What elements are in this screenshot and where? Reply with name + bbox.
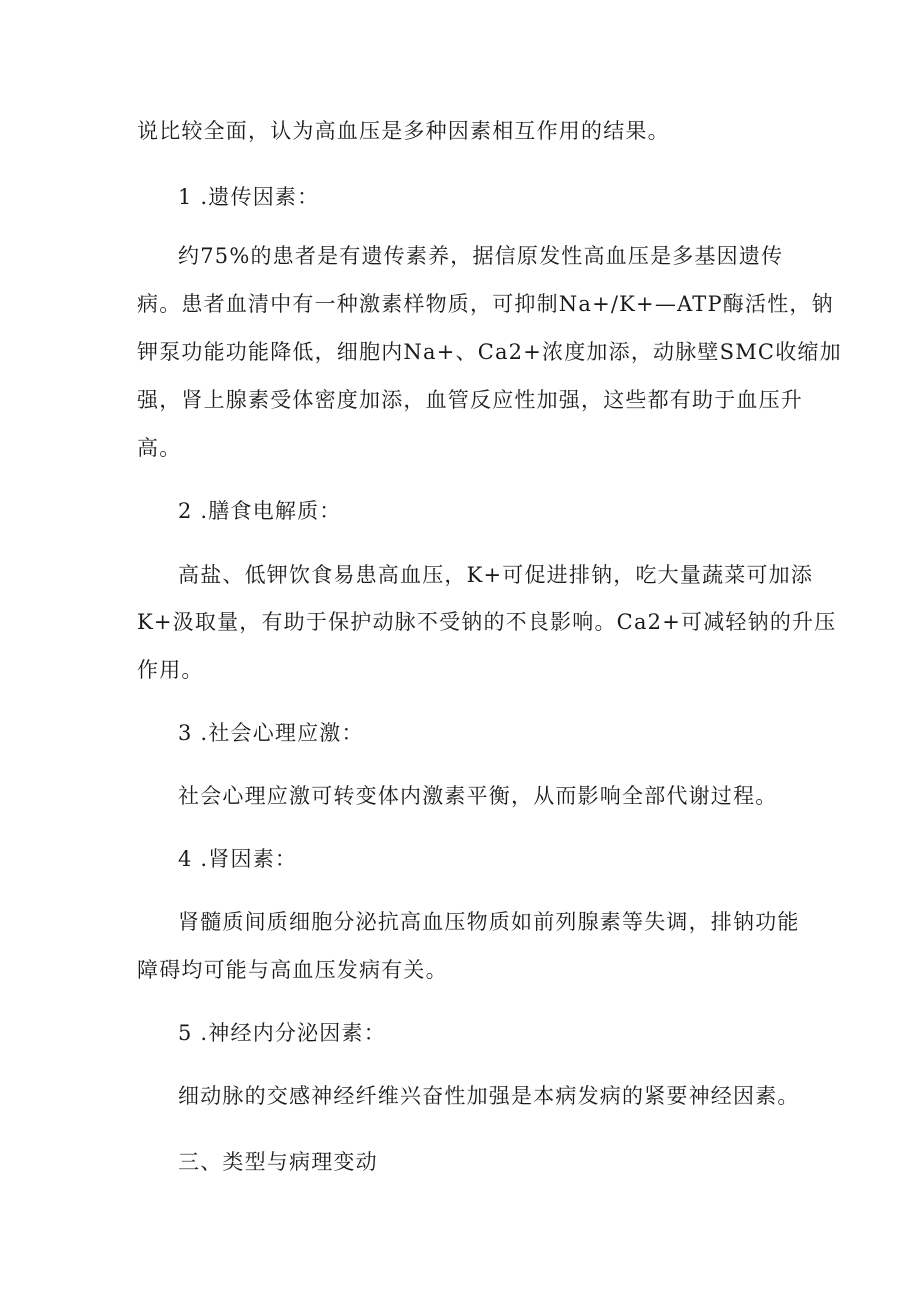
paragraph-line: 说比较全面，认为高血压是多种因素相互作用的结果。: [137, 119, 670, 143]
paragraph-line: 病。患者血清中有一种激素样物质，可抑制Na+/K+—ATP酶活性，钠: [137, 292, 834, 316]
paragraph-line: 肾髓质间质细胞分泌抗高血压物质如前列腺素等失调，排钠功能: [178, 910, 800, 934]
paragraph-line: 约75%的患者是有遗传素养，据信原发性高血压是多基因遗传: [178, 244, 784, 268]
paragraph-line: 社会心理应激可转变体内激素平衡，从而影响全部代谢过程。: [178, 784, 778, 808]
section-heading-genetic: 1 .遗传因素：: [178, 185, 320, 209]
paragraph-line: 细动脉的交感神经纤维兴奋性加强是本病发病的紧要神经因素。: [178, 1084, 800, 1108]
section-heading-neuroendocrine: 5 .神经内分泌因素：: [178, 1021, 386, 1045]
chapter-heading-types: 三、类型与病理变动: [178, 1150, 378, 1174]
paragraph-line: 高。: [137, 436, 182, 460]
paragraph-line: 障碍均可能与高血压发病有关。: [137, 958, 448, 982]
paragraph-line: 钾泵功能功能降低，细胞内Na+、Ca2+浓度加添，动脉壁SMC收缩加: [137, 340, 842, 364]
section-heading-stress: 3 .社会心理应激：: [178, 721, 364, 745]
section-heading-diet: 2 .膳食电解质：: [178, 499, 342, 523]
paragraph-line: 高盐、低钾饮食易患高血压，K+可促进排钠，吃大量蔬菜可加添: [178, 563, 814, 587]
paragraph-line: 作用。: [137, 658, 204, 682]
paragraph-line: 强，肾上腺素受体密度加添，血管反应性加强，这些都有助于血压升: [137, 388, 803, 412]
section-heading-kidney: 4 .肾因素：: [178, 847, 298, 871]
paragraph-line: K+汲取量，有助于保护动脉不受钠的不良影响。Ca2+可减轻钠的升压: [137, 610, 837, 634]
